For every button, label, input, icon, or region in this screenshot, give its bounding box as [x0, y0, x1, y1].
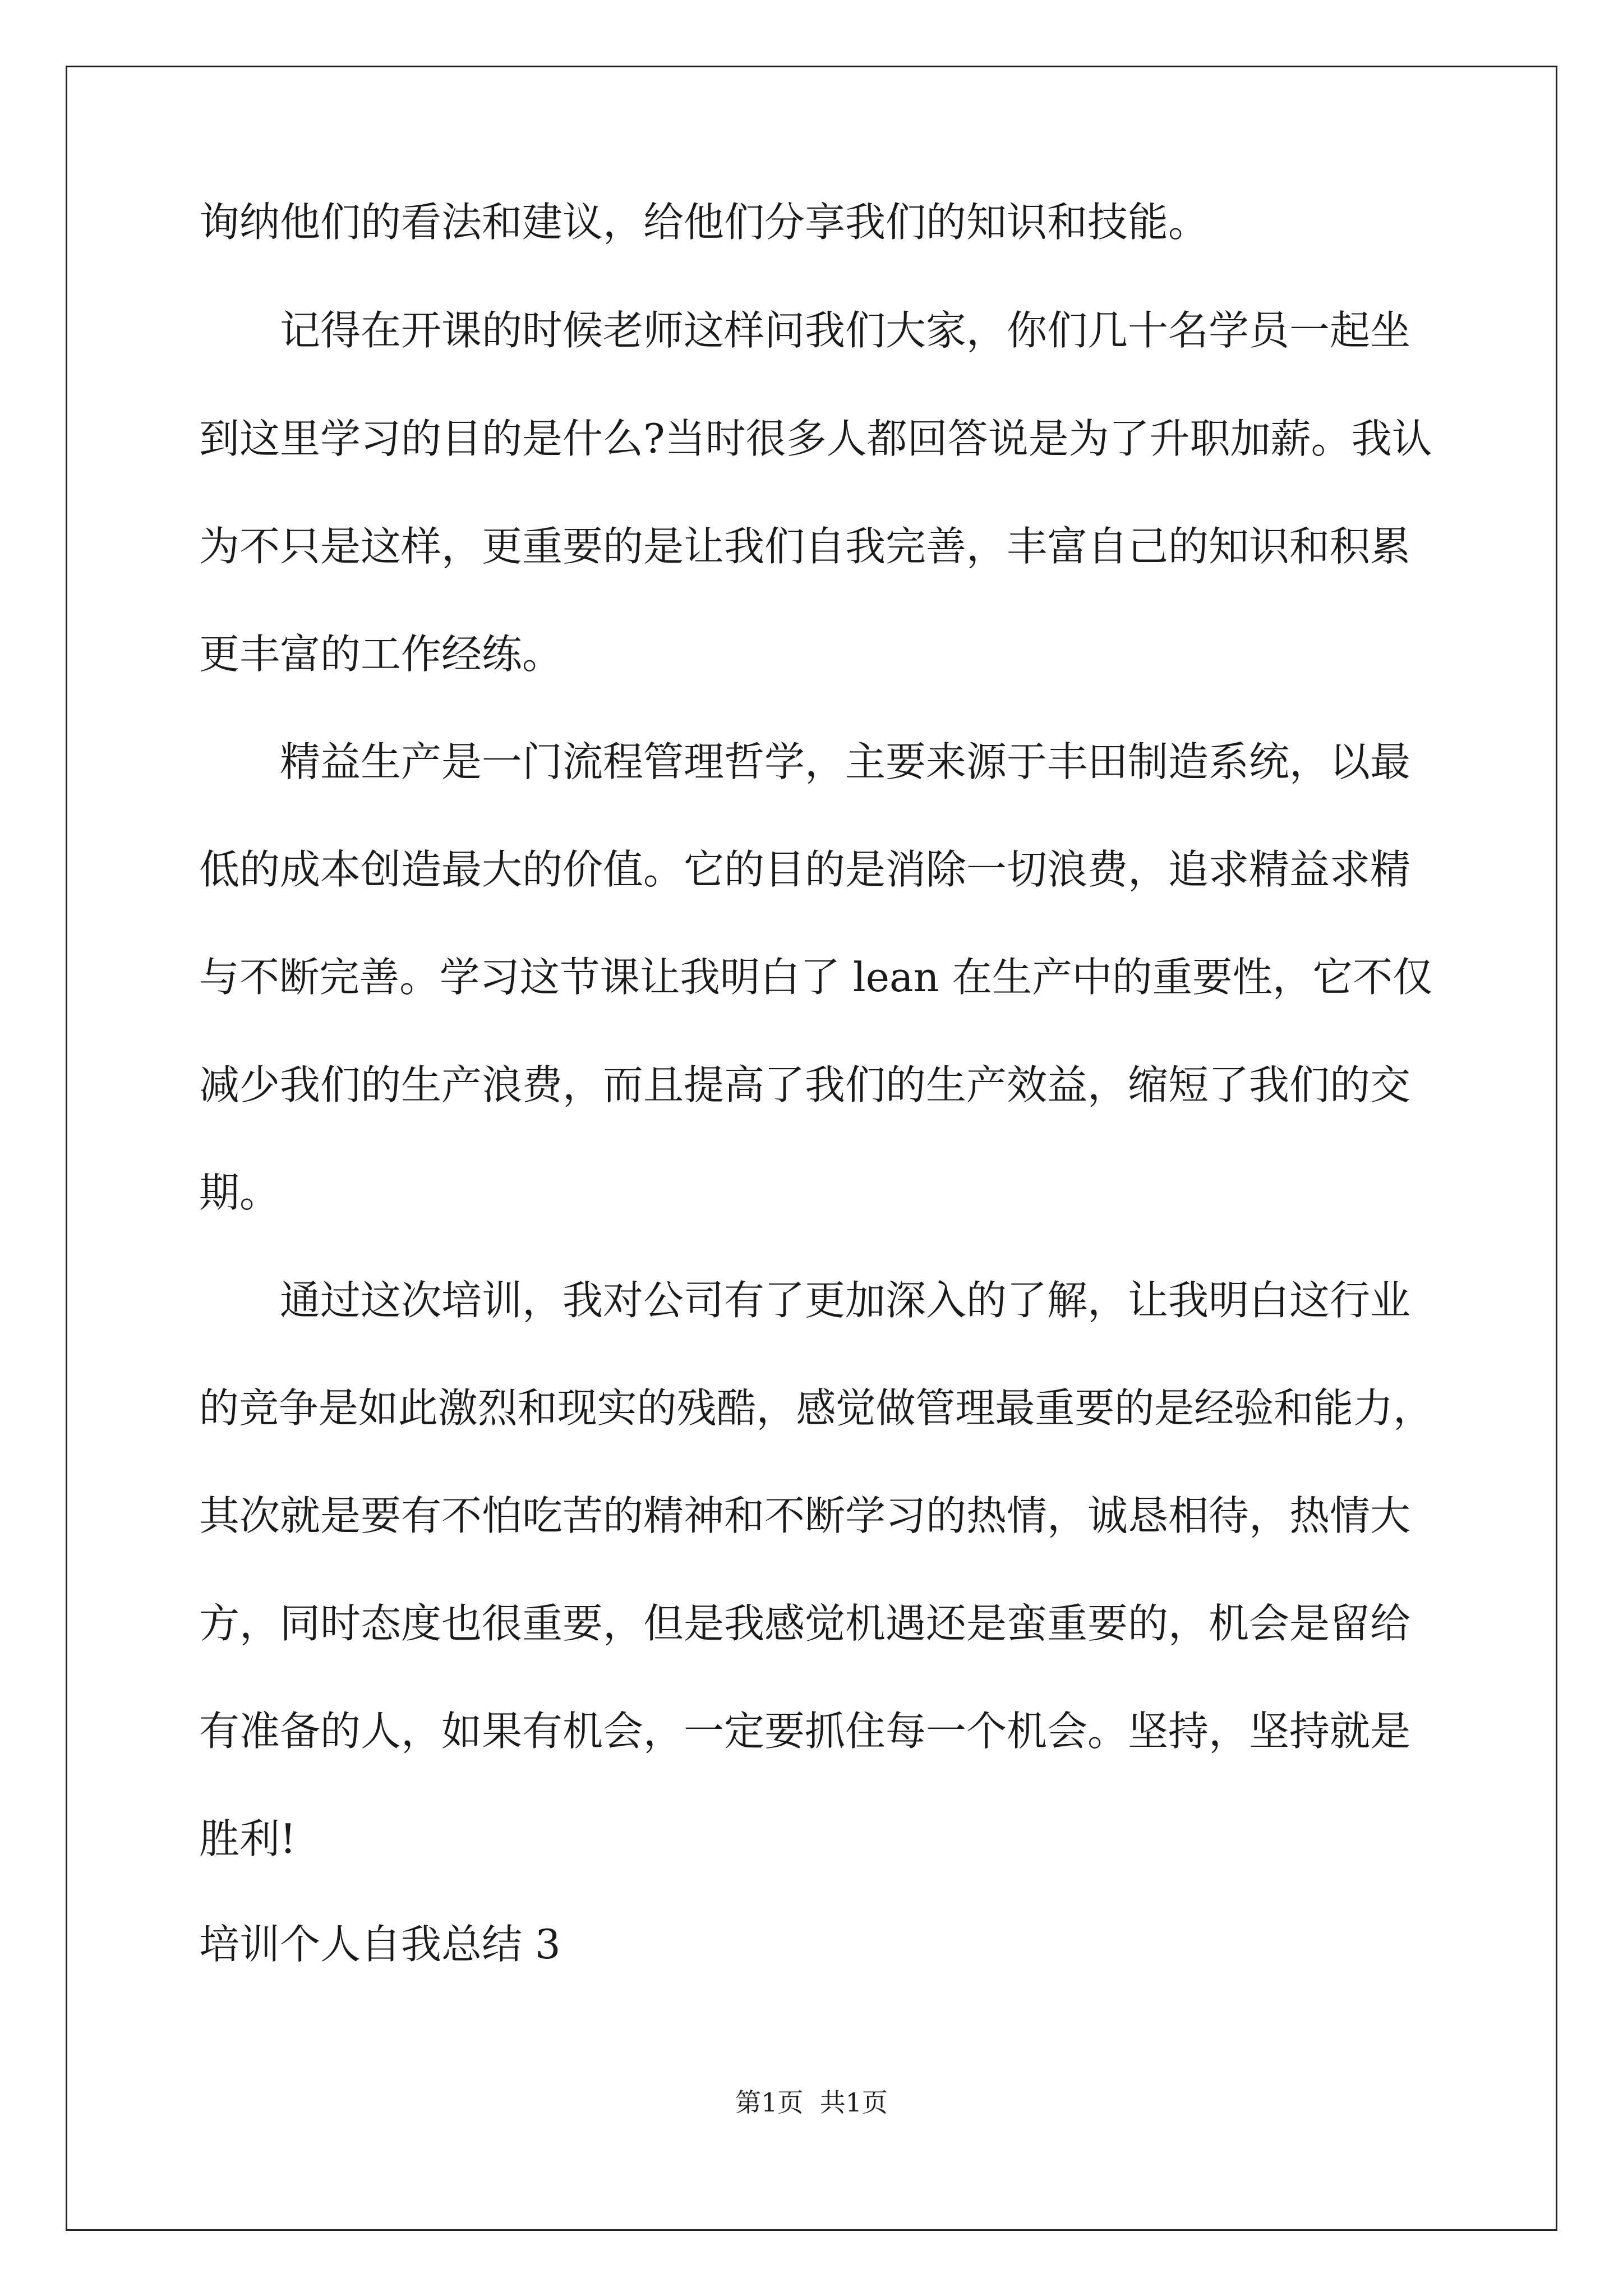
text-line-16: 胜利!: [199, 1815, 296, 1862]
text-line-7: 低的成本创造最大的价值。它的目的是消除一切浪费，追求精益求精: [199, 846, 1411, 893]
text-line-9: 减少我们的生产浪费，而且提高了我们的生产效益，缩短了我们的交: [199, 1061, 1411, 1108]
section-heading: 培训个人自我总结 3: [199, 1921, 561, 1968]
text-line-3: 到这里学习的目的是什么?当时很多人都回答说是为了升职加薪。我认: [199, 415, 1432, 462]
text-line-13: 其次就是要有不怕吃苦的精神和不断学习的热情，诚恳相待，热情大: [199, 1492, 1411, 1539]
text-line-2: 记得在开课的时候老师这样问我们大家，你们几十名学员一起坐: [280, 307, 1411, 354]
text-line-12: 的竞争是如此激烈和现实的残酷，感觉做管理最重要的是经验和能力，: [199, 1384, 1433, 1432]
text-line-6: 精益生产是一门流程管理哲学，主要来源于丰田制造系统，以最: [280, 738, 1411, 785]
page-number: 第1页 共1页: [735, 2087, 888, 2118]
text-line-1: 询纳他们的看法和建议，给他们分享我们的知识和技能。: [199, 199, 1209, 246]
text-line-4: 为不只是这样，更重要的是让我们自我完善，丰富自己的知识和积累: [199, 523, 1411, 570]
text-line-14: 方，同时态度也很重要，但是我感觉机遇还是蛮重要的，机会是留给: [199, 1600, 1411, 1647]
text-line-10: 期。: [199, 1169, 280, 1216]
text-line-15: 有准备的人，如果有机会，一定要抓住每一个机会。坚持，坚持就是: [199, 1708, 1411, 1755]
text-line-8: 与不断完善。学习这节课让我明白了 lean 在生产中的重要性，它不仅: [199, 954, 1433, 1001]
page-border: [66, 66, 1557, 2231]
text-line-11: 通过这次培训，我对公司有了更加深入的了解，让我明白这行业: [280, 1277, 1411, 1324]
text-line-5: 更丰富的工作经练。: [199, 631, 563, 678]
page-footer: [0, 2087, 1623, 2118]
